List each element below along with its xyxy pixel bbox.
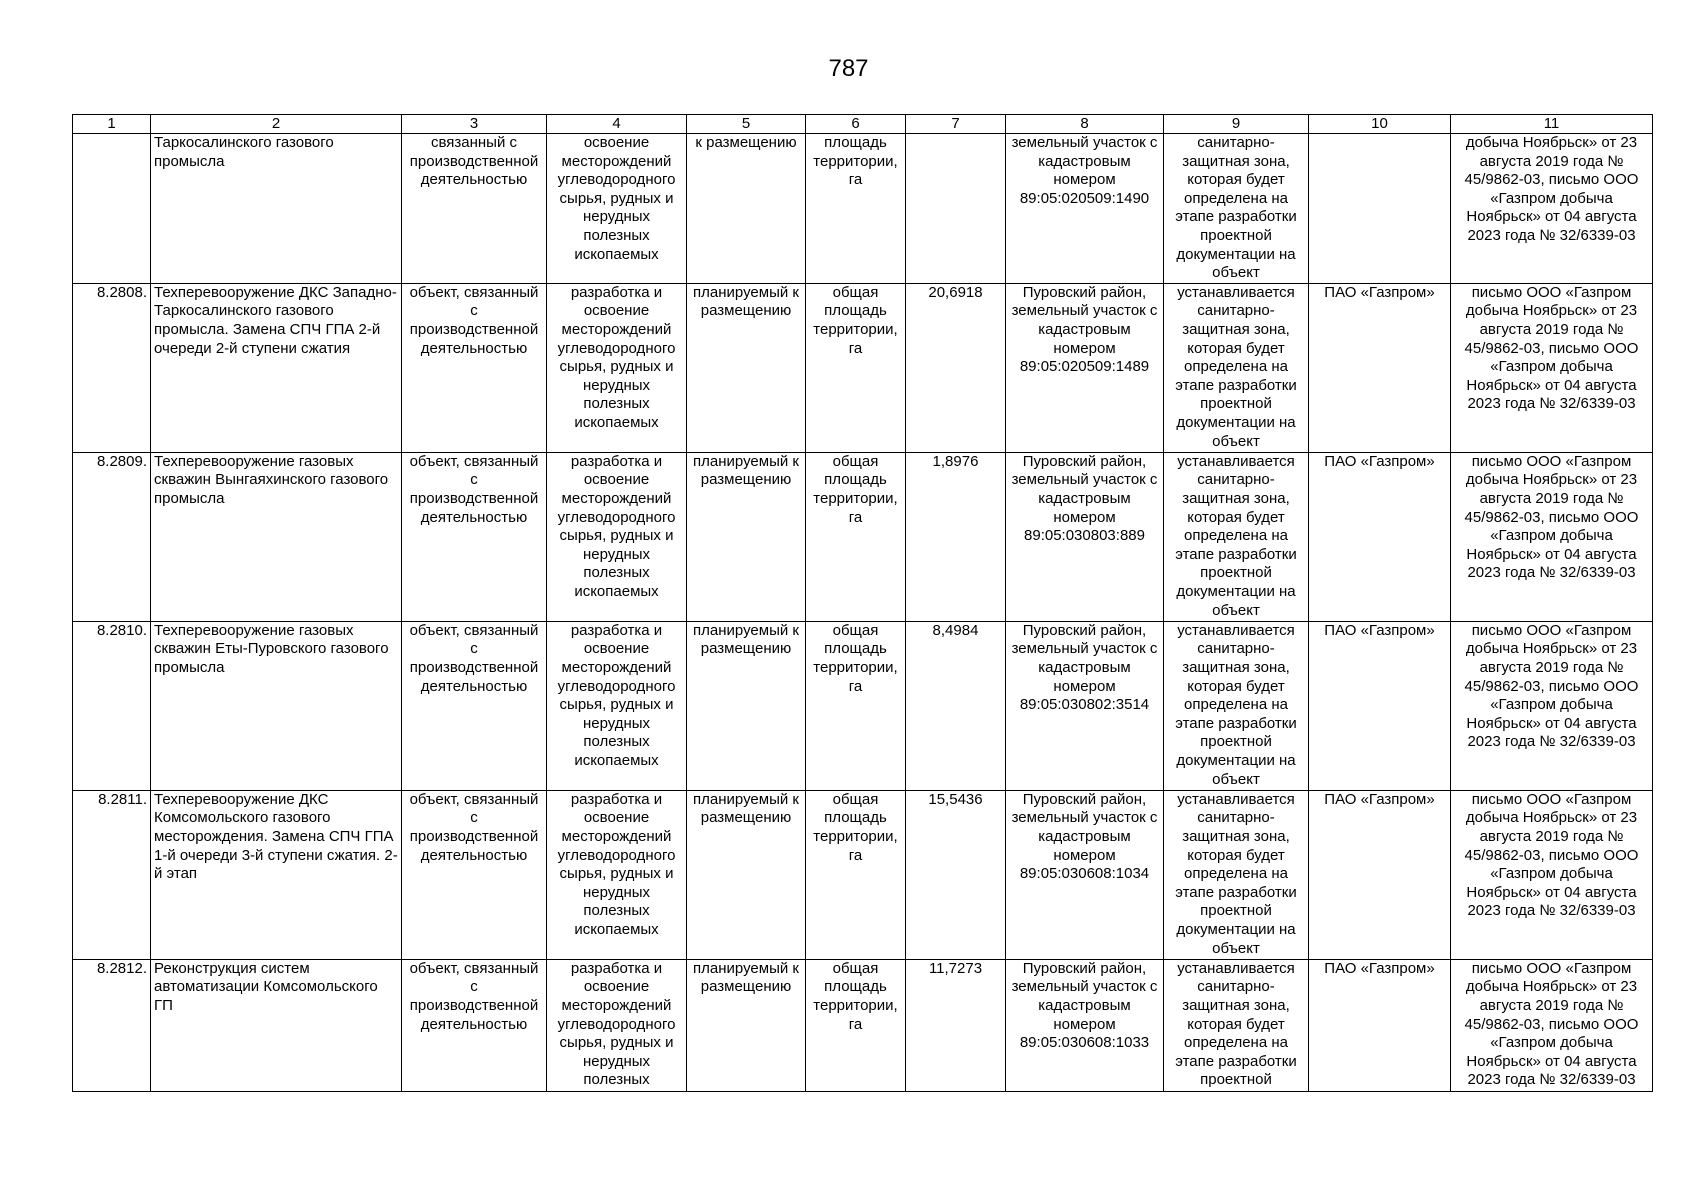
object-name: Техперевооружение ДКС Комсомольского газового месторождения. Замена СПЧ ГПА 1-й очереди 3-й ступени сжатия. 2-й этап (151, 790, 402, 959)
column-header: 2 (151, 115, 402, 134)
object-name: Таркосалинского газового промысла (151, 134, 402, 284)
table-row (73, 283, 1653, 452)
object-owner (1309, 134, 1451, 284)
object-basis: добыча Ноябрьск» от 23 августа 2019 года № 45/9862-03, письмо ООО «Газпром добыча Ноябрьск» от 04 августа 2023 года № 32/6339-03 (1451, 134, 1653, 284)
object-name: Реконструкция систем автоматизации Комсомольского ГП (151, 959, 402, 1091)
object-zone: устанавливается санитарно-защитная зона, которая будет определена на этапе разработки проектной документации на объект (1164, 452, 1309, 621)
object-purpose: разработка и освоение месторождений углеводородного сырья, рудных и нерудных полезных ископаемых (547, 790, 687, 959)
row-number (73, 134, 151, 284)
object-name: Техперевооружение ДКС Западно-Таркосалинского газового промысла. Замена СПЧ ГПА 2-й очереди 2-й ступени сжатия (151, 283, 402, 452)
object-characteristic: общая площадь территории, га (806, 283, 906, 452)
object-zone: устанавливается санитарно-защитная зона, которая будет определена на этапе разработки проектной документации на объект (1164, 621, 1309, 790)
table-row (73, 134, 1653, 284)
object-location: Пуровский район, земельный участок с кадастровым номером 89:05:030803:889 (1006, 452, 1164, 621)
object-characteristic: общая площадь территории, га (806, 959, 906, 1091)
object-purpose: освоение месторождений углеводородного сырья, рудных и нерудных полезных ископаемых (547, 134, 687, 284)
object-purpose: разработка и освоение месторождений углеводородного сырья, рудных и нерудных полезных ископаемых (547, 283, 687, 452)
object-type: связанный с производственной деятельностью (402, 134, 547, 284)
object-type: объект, связанный с производственной деятельностью (402, 790, 547, 959)
page-number: 787 (828, 55, 869, 82)
object-location: земельный участок с кадастровым номером 89:05:020509:1490 (1006, 134, 1164, 284)
row-number: 8.2811. (73, 790, 151, 959)
object-value (906, 134, 1006, 284)
column-header: 9 (1164, 115, 1309, 134)
object-name: Техперевооружение газовых скважин Еты-Пуровского газового промысла (151, 621, 402, 790)
header-row (73, 115, 1653, 134)
object-basis: письмо ООО «Газпром добыча Ноябрьск» от 23 августа 2019 года № 45/9862-03, письмо ООО «Газпром добыча Ноябрьск» от 04 августа 2023 года № 32/6339-03 (1451, 790, 1653, 959)
row-number: 8.2808. (73, 283, 151, 452)
object-status: планируемый к размещению (687, 283, 806, 452)
object-type: объект, связанный с производственной деятельностью (402, 959, 547, 1091)
registry-table (72, 114, 1653, 1092)
object-basis: письмо ООО «Газпром добыча Ноябрьск» от 23 августа 2019 года № 45/9862-03, письмо ООО «Газпром добыча Ноябрьск» от 04 августа 2023 года № 32/6339-03 (1451, 959, 1653, 1091)
column-header: 5 (687, 115, 806, 134)
object-characteristic: общая площадь территории, га (806, 621, 906, 790)
object-zone: устанавливается санитарно-защитная зона, которая будет определена на этапе разработки проектной документации на объект (1164, 790, 1309, 959)
object-basis: письмо ООО «Газпром добыча Ноябрьск» от 23 августа 2019 года № 45/9862-03, письмо ООО «Газпром добыча Ноябрьск» от 04 августа 2023 года № 32/6339-03 (1451, 621, 1653, 790)
object-zone: устанавливается санитарно-защитная зона, которая будет определена на этапе разработки проектной (1164, 959, 1309, 1091)
object-location: Пуровский район, земельный участок с кадастровым номером 89:05:020509:1489 (1006, 283, 1164, 452)
object-zone: устанавливается санитарно-защитная зона, которая будет определена на этапе разработки проектной документации на объект (1164, 283, 1309, 452)
object-location: Пуровский район, земельный участок с кадастровым номером 89:05:030608:1033 (1006, 959, 1164, 1091)
object-purpose: разработка и освоение месторождений углеводородного сырья, рудных и нерудных полезных (547, 959, 687, 1091)
object-value: 8,4984 (906, 621, 1006, 790)
object-owner: ПАО «Газпром» (1309, 452, 1451, 621)
object-status: планируемый к размещению (687, 452, 806, 621)
object-zone: санитарно-защитная зона, которая будет определена на этапе разработки проектной документации на объект (1164, 134, 1309, 284)
object-basis: письмо ООО «Газпром добыча Ноябрьск» от 23 августа 2019 года № 45/9862-03, письмо ООО «Газпром добыча Ноябрьск» от 04 августа 2023 года № 32/6339-03 (1451, 452, 1653, 621)
object-purpose: разработка и освоение месторождений углеводородного сырья, рудных и нерудных полезных ископаемых (547, 621, 687, 790)
column-header: 1 (73, 115, 151, 134)
table-row (73, 959, 1653, 1091)
object-owner: ПАО «Газпром» (1309, 621, 1451, 790)
column-header: 7 (906, 115, 1006, 134)
table-row (73, 621, 1653, 790)
table-row (73, 790, 1653, 959)
object-owner: ПАО «Газпром» (1309, 790, 1451, 959)
column-header: 6 (806, 115, 906, 134)
object-status: планируемый к размещению (687, 959, 806, 1091)
object-value: 20,6918 (906, 283, 1006, 452)
column-header: 11 (1451, 115, 1653, 134)
object-status: к размещению (687, 134, 806, 284)
object-type: объект, связанный с производственной деятельностью (402, 283, 547, 452)
object-owner: ПАО «Газпром» (1309, 959, 1451, 1091)
object-type: объект, связанный с производственной деятельностью (402, 621, 547, 790)
row-number: 8.2809. (73, 452, 151, 621)
object-value: 11,7273 (906, 959, 1006, 1091)
object-type: объект, связанный с производственной деятельностью (402, 452, 547, 621)
object-status: планируемый к размещению (687, 790, 806, 959)
object-value: 1,8976 (906, 452, 1006, 621)
row-number: 8.2812. (73, 959, 151, 1091)
object-purpose: разработка и освоение месторождений углеводородного сырья, рудных и нерудных полезных ископаемых (547, 452, 687, 621)
object-basis: письмо ООО «Газпром добыча Ноябрьск» от 23 августа 2019 года № 45/9862-03, письмо ООО «Газпром добыча Ноябрьск» от 04 августа 2023 года № 32/6339-03 (1451, 283, 1653, 452)
object-name: Техперевооружение газовых скважин Вынгаяхинского газового промысла (151, 452, 402, 621)
row-number: 8.2810. (73, 621, 151, 790)
object-location: Пуровский район, земельный участок с кадастровым номером 89:05:030608:1034 (1006, 790, 1164, 959)
column-header: 3 (402, 115, 547, 134)
column-header: 4 (547, 115, 687, 134)
object-value: 15,5436 (906, 790, 1006, 959)
object-characteristic: общая площадь территории, га (806, 452, 906, 621)
object-status: планируемый к размещению (687, 621, 806, 790)
object-location: Пуровский район, земельный участок с кадастровым номером 89:05:030802:3514 (1006, 621, 1164, 790)
column-header: 10 (1309, 115, 1451, 134)
object-characteristic: площадь территории, га (806, 134, 906, 284)
column-header: 8 (1006, 115, 1164, 134)
object-owner: ПАО «Газпром» (1309, 283, 1451, 452)
object-characteristic: общая площадь территории, га (806, 790, 906, 959)
table-row (73, 452, 1653, 621)
